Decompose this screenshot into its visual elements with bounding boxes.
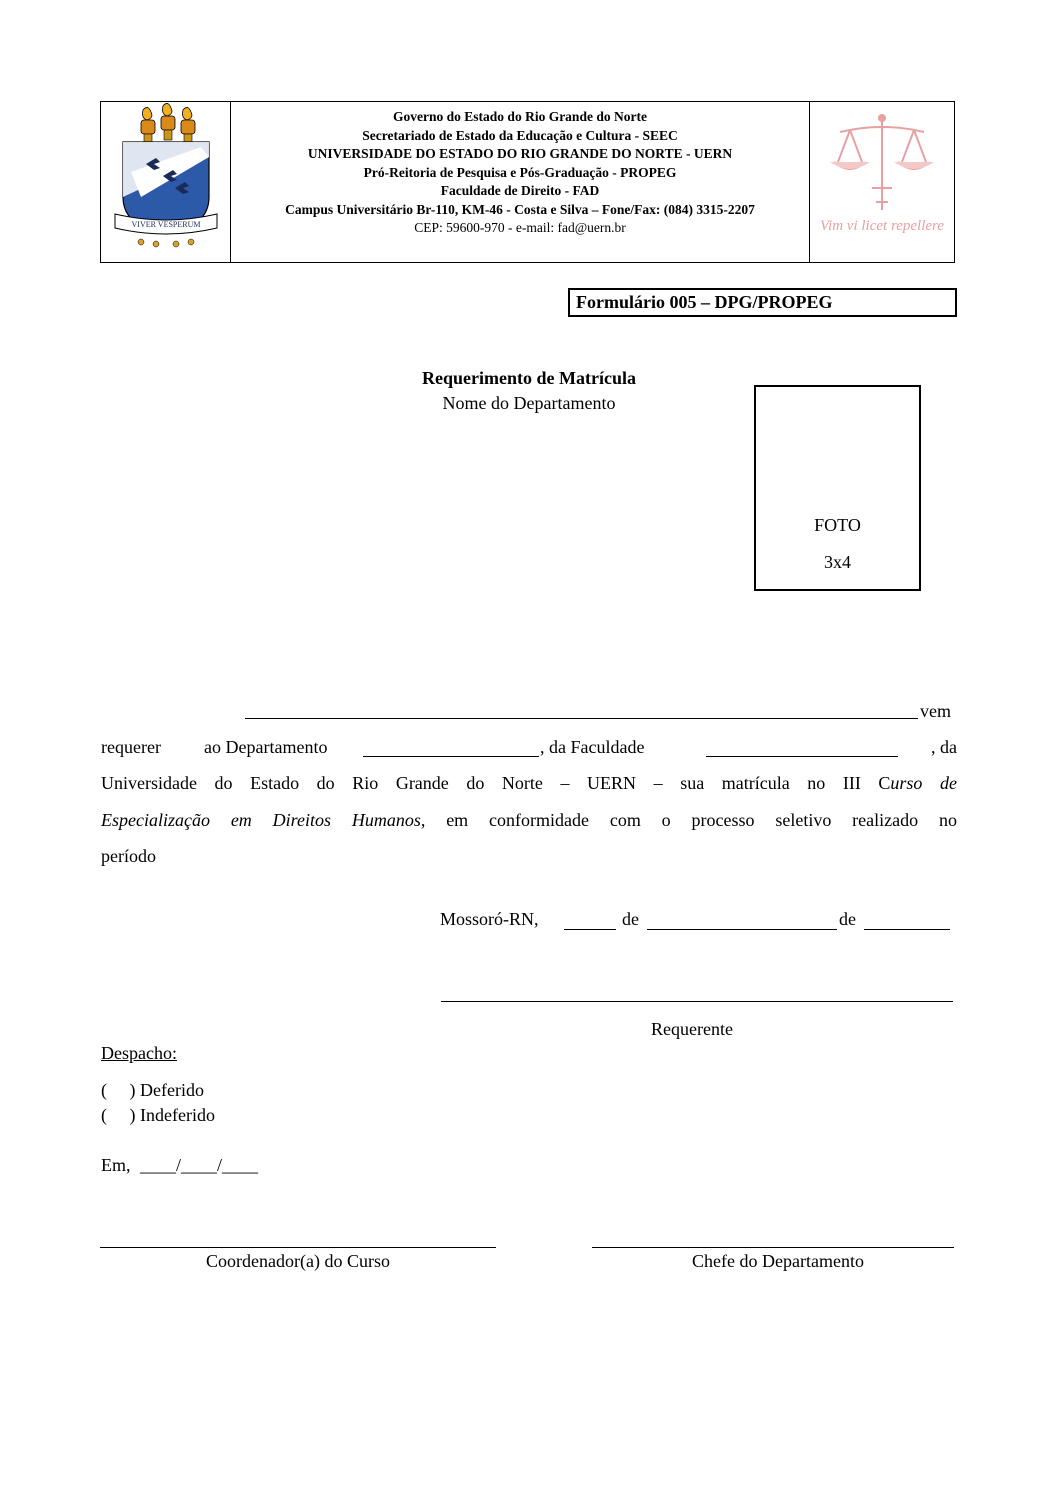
applicant-signature-line[interactable] [441,1001,953,1002]
month-field[interactable] [647,929,837,930]
page-title: Requerimento de Matrícula [422,368,636,388]
header-line-university: UNIVERSIDADE DO ESTADO DO RIO GRANDE DO NORTE - UERN [307,146,733,161]
photo-3x4-box[interactable] [754,385,921,591]
option-indeferido[interactable]: ( ) Indeferido [101,1105,215,1125]
header-line-faculty: Faculdade de Direito - FAD [440,183,600,198]
course-name: Especialização em Direitos Humanos [101,810,421,830]
text-da: , da [931,737,957,757]
photo-label-foto: FOTO [814,515,861,535]
department-head-signature-line[interactable] [592,1247,954,1248]
department-name-placeholder: Nome do Departamento [442,393,616,413]
coordinator-signature-line[interactable] [100,1247,496,1248]
university-crest-icon [101,102,231,262]
option-deferido[interactable]: ( ) Deferido [101,1080,204,1100]
text-de-1: de [622,909,639,929]
header-text-block [231,108,809,238]
request-line-3-text: Universidade do Estado do Rio Grande do Norte – UERN – sua matrícula no III C [101,773,891,793]
text-ao-departamento: ao Departamento [204,737,328,757]
text-periodo: período [101,846,156,866]
text-vem: vem [920,701,951,721]
department-field[interactable] [363,756,539,757]
text-em: Em, [101,1155,131,1175]
day-field[interactable] [564,929,616,930]
header-line-cep: CEP: 59600-970 - e-mail: fad@uern.br [414,220,626,235]
request-line-4-text: , em conformidade com o processo seletivo realizado no [420,810,957,830]
photo-label-size: 3x4 [824,552,851,572]
header-line-government: Governo do Estado do Rio Grande do Norte [393,109,647,124]
applicant-name-field[interactable] [245,718,918,719]
faculty-field[interactable] [706,756,898,757]
despacho-heading: Despacho: [101,1043,177,1063]
form-number-box: Formulário 005 – DPG/PROPEG [568,288,957,317]
header-line-secretariat: Secretariado de Estado da Educação e Cultura - SEEC [362,127,678,143]
year-field[interactable] [864,929,950,930]
right-logo-cell [809,102,954,262]
request-line-4 [101,810,957,831]
text-da-faculdade: , da Faculdade [540,737,645,757]
header-line-address: Campus Universitário Br-110, KM-46 - Costa e Silva – Fone/Fax: (084) 3315-2207 [285,201,755,217]
header-table [100,101,955,263]
request-line-3 [101,773,957,794]
header-line-propeg: Pró-Reitoria de Pesquisa e Pós-Graduação - PROPEG [363,164,677,180]
coordinator-signature-label: Coordenador(a) do Curso [206,1251,390,1271]
text-city: Mossoró-RN, [440,909,539,929]
despacho-date-field[interactable]: ____/____/____ [140,1155,259,1175]
text-requerer: requerer [101,737,161,757]
crest-motto: VIVER VESPERUM [131,220,201,229]
scales-of-justice-icon [810,102,954,262]
text-de-2: de [839,909,856,929]
department-head-signature-label: Chefe do Departamento [692,1251,864,1271]
applicant-signature-label: Requerente [651,1019,733,1039]
scales-motto: Vim vi licet repellere [820,218,944,234]
left-logo-cell [101,102,231,262]
request-line-3-italic: urso de [890,773,957,793]
